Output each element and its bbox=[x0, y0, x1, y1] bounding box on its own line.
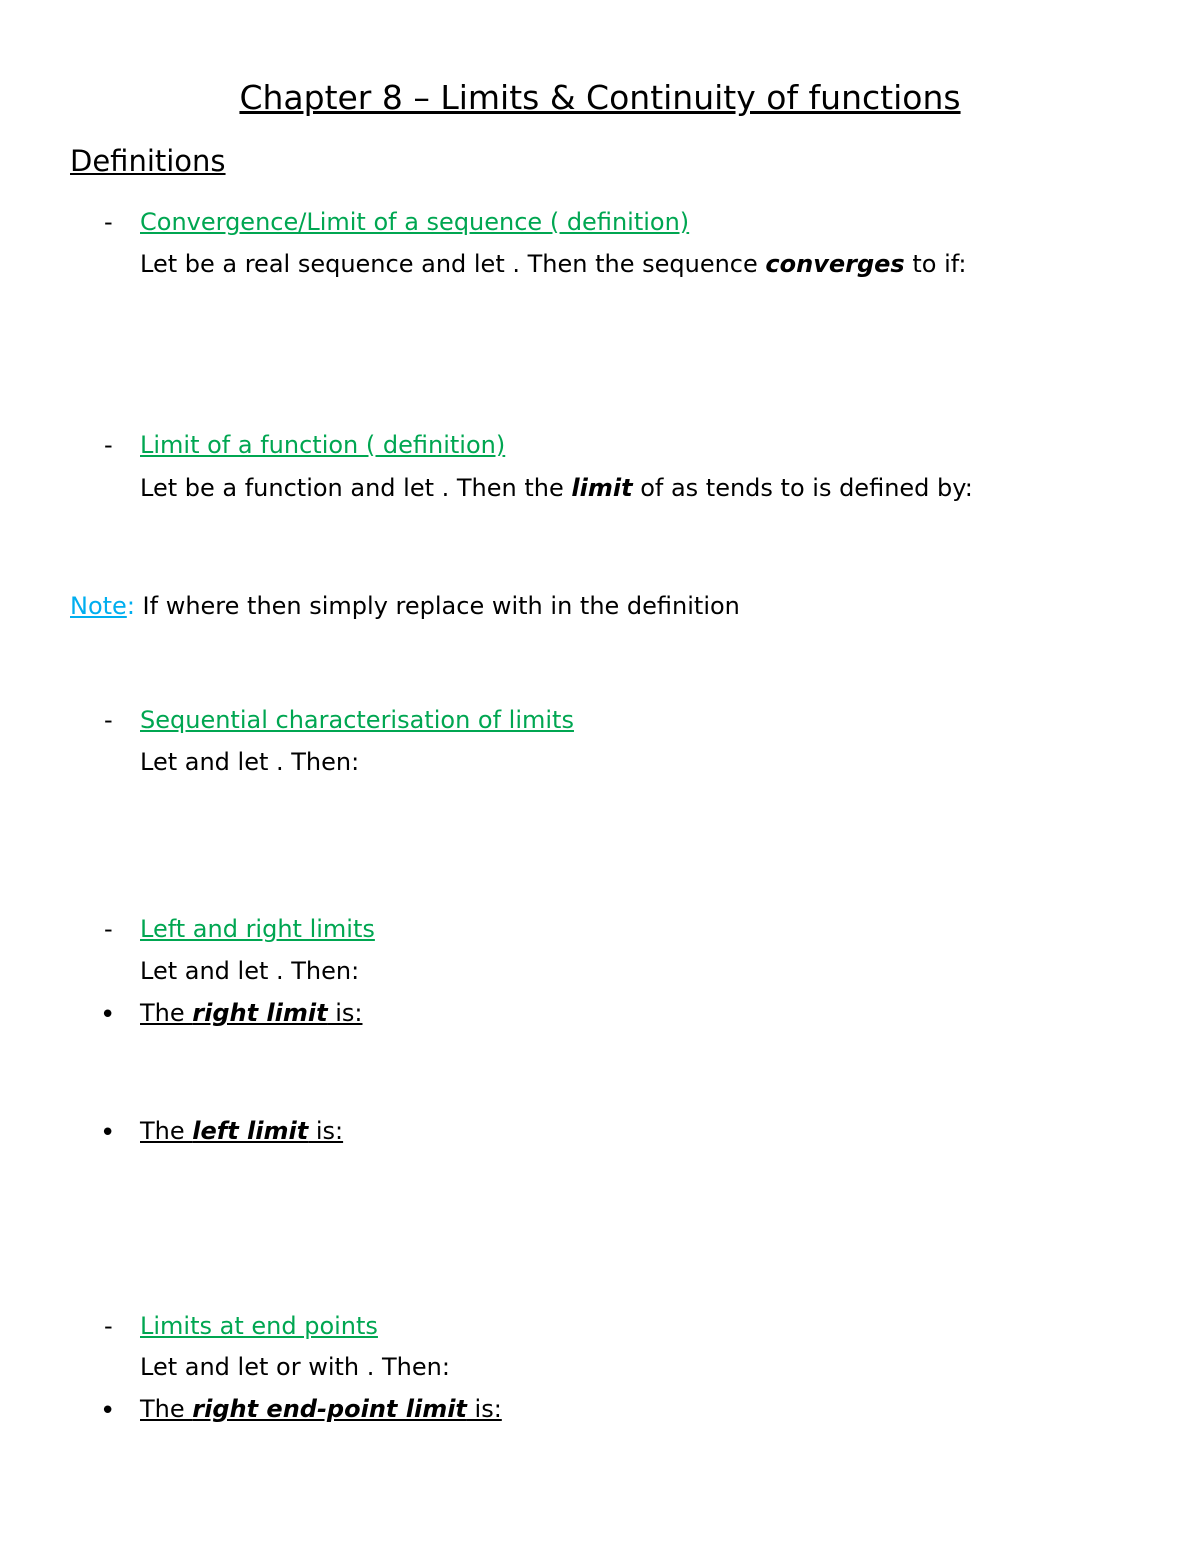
text-part: is: bbox=[308, 1117, 344, 1145]
emphasis-term: converges bbox=[765, 250, 905, 278]
text-part: The bbox=[140, 1395, 193, 1423]
note-text: If where then simply replace with in the definition bbox=[134, 592, 740, 620]
right-limit-item bbox=[140, 999, 362, 1027]
convergence-text bbox=[140, 250, 966, 278]
sequential-text: Let and let . Then: bbox=[140, 748, 360, 776]
text-part: The bbox=[140, 1117, 193, 1145]
section-heading: Definitions bbox=[70, 144, 226, 178]
sequential-heading: Sequential characterisation of limits bbox=[140, 706, 574, 734]
function-limit-heading: Limit of a function ( definition) bbox=[140, 431, 506, 459]
function-limit-text bbox=[140, 474, 973, 502]
text-part: is: bbox=[327, 999, 363, 1027]
bullet-icon: • bbox=[100, 1118, 116, 1148]
dash-marker: - bbox=[104, 706, 113, 734]
end-points-heading: Limits at end points bbox=[140, 1312, 378, 1340]
note-label: Note bbox=[70, 592, 127, 620]
emphasis-term: limit bbox=[571, 474, 633, 502]
text-part: The bbox=[140, 999, 193, 1027]
bullet-icon: • bbox=[100, 1000, 116, 1030]
emphasis-term: right limit bbox=[192, 999, 328, 1027]
end-points-text: Let and let or with . Then: bbox=[140, 1353, 450, 1381]
left-right-text: Let and let . Then: bbox=[140, 957, 360, 985]
right-end-point-item bbox=[140, 1395, 502, 1423]
bullet-icon: • bbox=[100, 1396, 116, 1426]
left-right-heading: Left and right limits bbox=[140, 915, 375, 943]
dash-marker: - bbox=[104, 431, 113, 459]
note-line bbox=[70, 592, 740, 620]
emphasis-term: right end-point limit bbox=[192, 1395, 467, 1423]
convergence-heading: Convergence/Limit of a sequence ( definition) bbox=[140, 208, 690, 236]
text-part: to if: bbox=[904, 250, 967, 278]
left-limit-item bbox=[140, 1117, 343, 1145]
page-title: Chapter 8 – Limits & Continuity of functions bbox=[239, 78, 961, 117]
text-part: is: bbox=[466, 1395, 502, 1423]
dash-marker: - bbox=[104, 915, 113, 943]
text-part: Let be a real sequence and let . Then the sequence bbox=[140, 250, 766, 278]
note-colon: : bbox=[126, 592, 135, 620]
dash-marker: - bbox=[104, 208, 113, 236]
text-part: of as tends to is defined by: bbox=[632, 474, 973, 502]
emphasis-term: left limit bbox=[192, 1117, 309, 1145]
dash-marker: - bbox=[104, 1312, 113, 1340]
text-part: Let be a function and let . Then the bbox=[140, 474, 572, 502]
